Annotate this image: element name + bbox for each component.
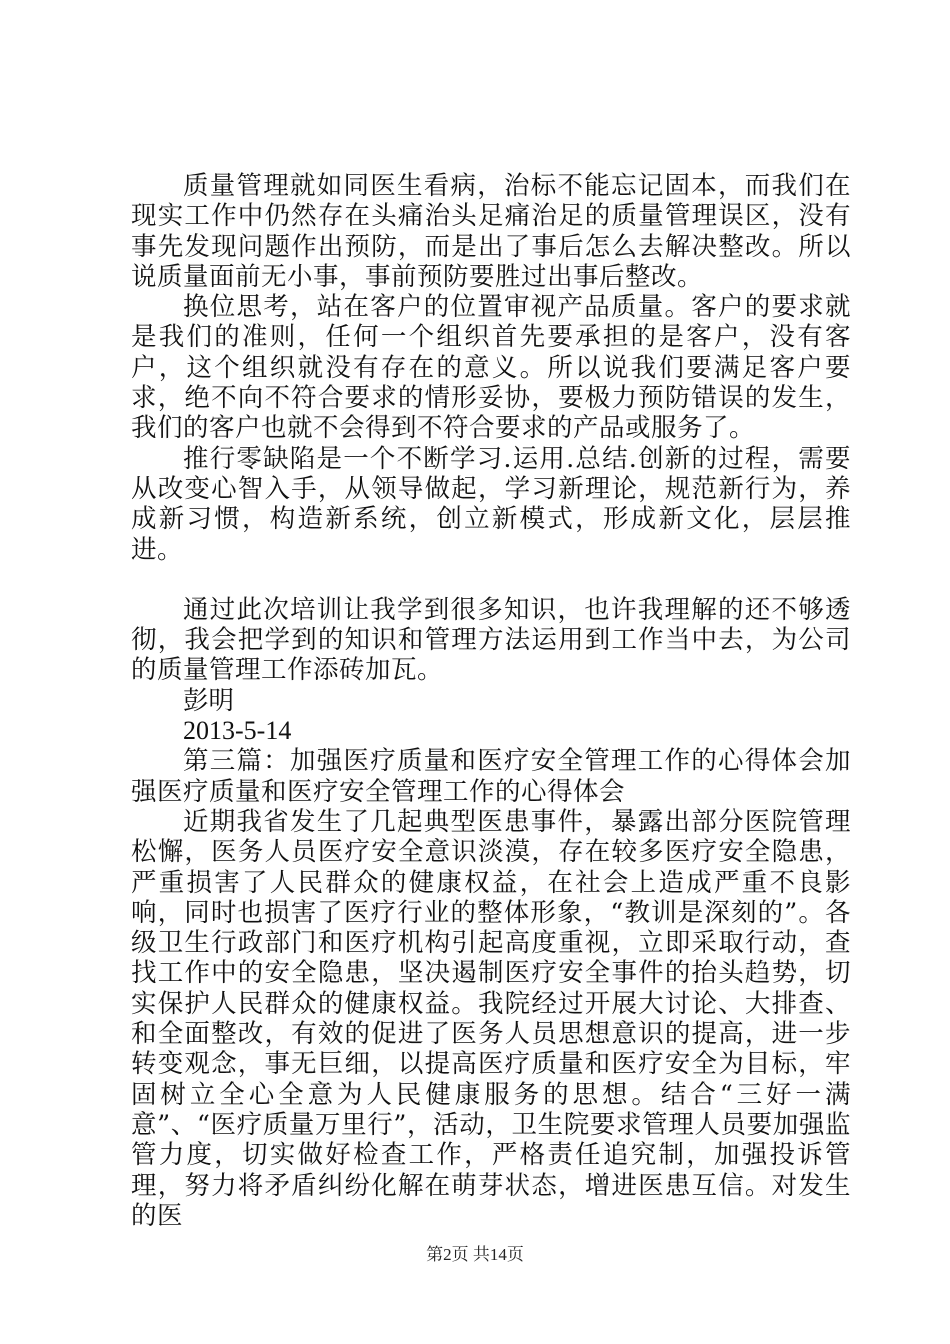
document-body — [131, 171, 851, 1231]
document-date: 2013-5-14 — [183, 716, 292, 746]
page-footer: 第2页 共14页 — [426, 1245, 524, 1264]
paragraph-spacer — [131, 565, 851, 595]
paragraph-conclusion: 通过此次培训让我学到很多知识，也许我理解的还不够透彻，我会把学到的知识和管理方法运用到工作当中去，为公司的质量管理工作添砖加瓦。 — [131, 594, 851, 686]
section-title: 第三篇：加强医疗质量和医疗安全管理工作的心得体会加强医疗质量和医疗安全管理工作的心得体会 — [131, 746, 851, 807]
paragraph-zero-defect: 推行零缺陷是一个不断学习.运用.总结.创新的过程，需要从改变心智入手，从领导做起，学习新理论，规范新行为，养成新习惯，构造新系统，创立新模式，形成新文化，层层推进。 — [131, 443, 851, 565]
paragraph-medical-safety: 近期我省发生了几起典型医患事件，暴露出部分医院管理松懈，医务人员医疗安全意识淡漠，存在较多医疗安全隐患，严重损害了人民群众的健康权益，在社会上造成严重不良影响，同时也损害了医疗行业的整体形象，“教训是深刻的”。各级卫生行政部门和医疗机构引起高度重视，立即采取行动，查找工作中的安全隐患，坚决遏制医疗安全事件的抬头趋势，切实保护人民群众的健康权益。我院经过开展大讨论、大排查、和全面整改，有效的促进了医务人员思想意识的提高，进一步转变观念，事无巨细，以提高医疗质量和医疗安全为目标，牢固树立全心全意为人民健康服务的思想。结合“三好一满意”、“医疗质量万里行”，活动，卫生院要求管理人员要加强监管力度，切实做好检查工作，严格责任追究制，加强投诉管理，努力将矛盾纠纷化解在萌芽状态，增进医患互信。对发生的医 — [131, 806, 851, 1231]
author-signature: 彭明 — [183, 685, 235, 716]
paragraph-customer-perspective: 换位思考，站在客户的位置审视产品质量。客户的要求就是我们的准则，任何一个组织首先要承担的是客户，没有客户，这个组织就没有存在的意义。所以说我们要满足客户要求，绝不向不符合要求的情形妥协，要极力预防错误的发生，我们的客户也就不会得到不符合要求的产品或服务了。 — [131, 292, 851, 444]
paragraph-quality-management: 质量管理就如同医生看病，治标不能忘记固本，而我们在现实工作中仍然存在头痛治头足痛治足的质量管理误区，没有事先发现问题作出预防，而是出了事后怎么去解决整改。所以说质量面前无小事，事前预防要胜过出事后整改。 — [131, 171, 851, 292]
